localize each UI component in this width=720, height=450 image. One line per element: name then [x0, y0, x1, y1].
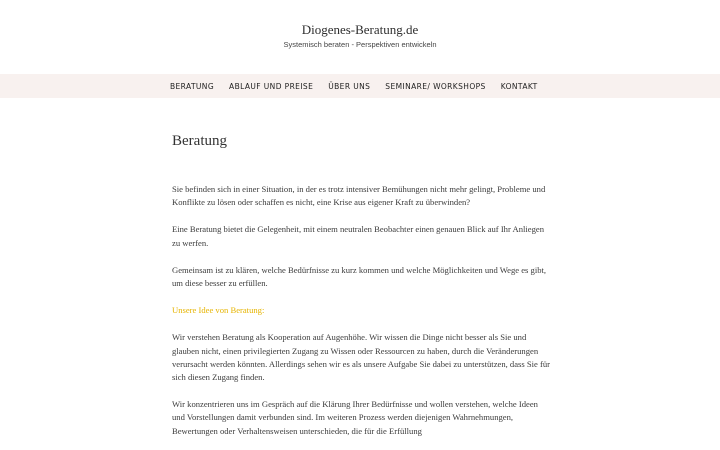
paragraph-situation: Sie befinden sich in einer Situation, in der es trotz intensiver Bemühungen nicht mehr gelingt, Probleme und Konflikte zu lösen oder schaffen es nicht, eine Krise aus eigener Kraft zu überwinden? — [172, 184, 546, 208]
nav-item-ueber-uns[interactable]: ÜBER UNS — [328, 81, 371, 91]
paragraph-kooperation: Wir verstehen Beratung als Kooperation auf Augenhöhe. Wir wissen die Dinge nicht besser als Sie und glauben nicht, einen privilegierten Zugang zu Wissen oder Ressourcen zu haben, durch die Veränderungen verursacht werden könnten. Allerdings sehen wir es als unsere Aufgabe Sie dabei zu unterstützen, dass Sie für sich diesen Zugang finden. — [172, 332, 551, 383]
nav-item-ablauf-und-preise[interactable]: ABLAUF UND PREISE — [229, 81, 314, 91]
site-tagline: Systemisch beraten - Perspektiven entwickeln — [283, 40, 437, 49]
paragraph-gelegenheit: Eine Beratung bietet die Gelegenheit, mit einem neutralen Beobachter einen genauen Blick auf Ihr Anliegen zu werfen. — [172, 224, 545, 248]
paragraph-gemeinsam: Gemeinsam ist zu klären, welche Bedürfnisse zu kurz kommen und welche Möglichkeiten und Wege es gibt, um diese besser zu erfüllen. — [172, 264, 547, 289]
site-header — [0, 0, 720, 74]
page-title: Beratung — [172, 133, 227, 149]
nav-list — [170, 74, 553, 98]
nav-item-kontakt[interactable]: KONTAKT — [500, 81, 538, 91]
subheading-idee: Unsere Idee von Beratung: — [172, 305, 265, 316]
main-content — [172, 98, 550, 438]
main-navigation — [0, 74, 720, 98]
nav-item-beratung[interactable]: BERATUNG — [170, 81, 215, 91]
paragraph-gespraech: Wir konzentrieren uns im Gespräch auf die Klärung Ihrer Bedürfnisse und wollen verstehen, welche Ideen und Vorstellungen damit verbunden sind. Im weiteren Prozess werden diejenigen Wahrnehmungen, Bewertungen oder Verhaltensweisen unterschieden, die für die Erfüllung — [172, 399, 538, 436]
site-title[interactable]: Diogenes-Beratung.de — [301, 22, 419, 37]
nav-item-seminare-workshops[interactable]: SEMINARE/ WORKSHOPS — [385, 81, 486, 91]
